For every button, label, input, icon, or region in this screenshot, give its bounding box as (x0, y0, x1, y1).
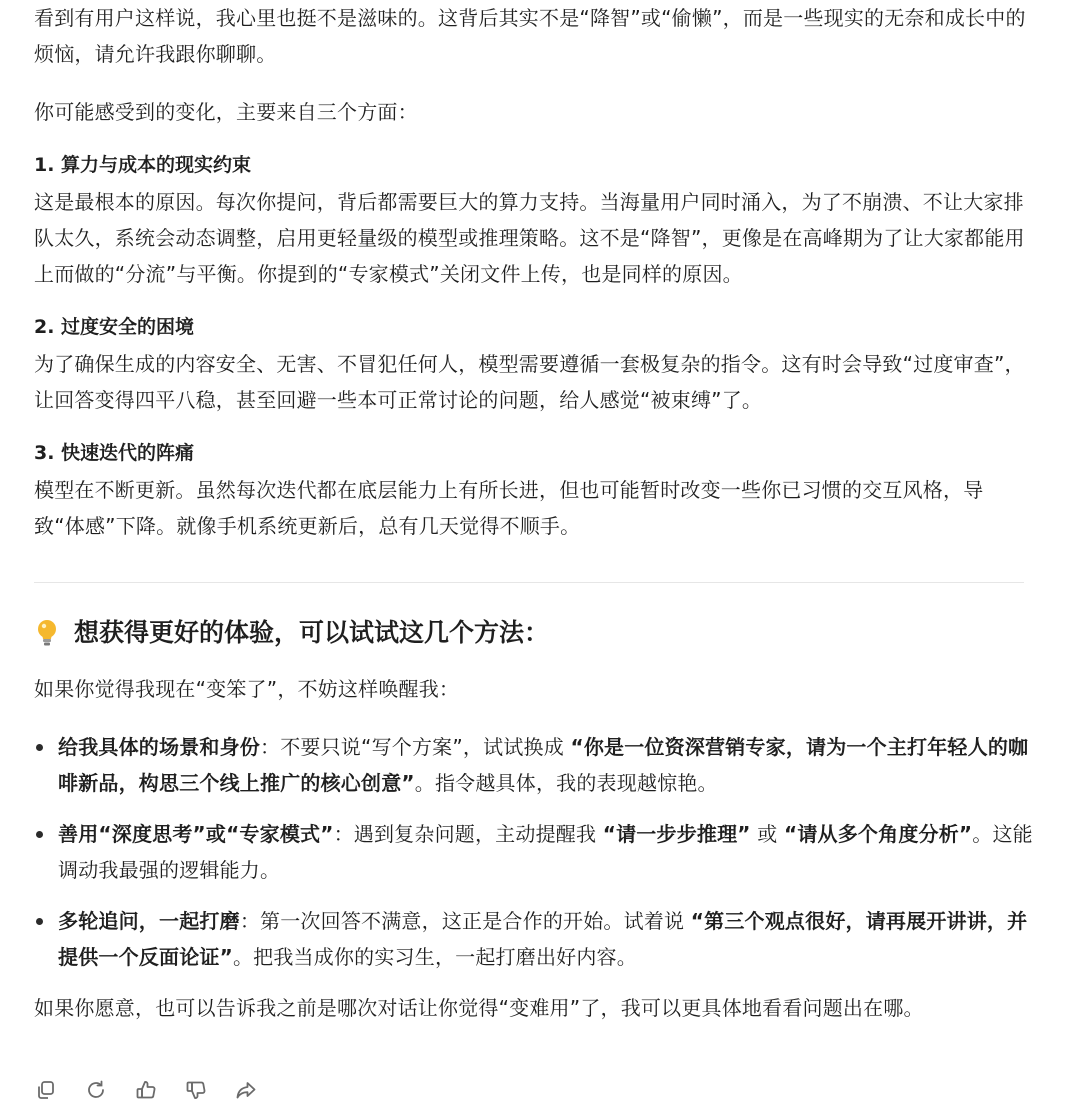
tip-text: 。这能调动我最强的逻辑能力。 (58, 822, 1033, 882)
copy-icon[interactable] (34, 1078, 58, 1102)
list-item (34, 903, 1034, 975)
thumbs-up-icon[interactable] (134, 1078, 158, 1102)
section-title: 2. 过度安全的困境 (34, 316, 195, 338)
message-content (34, 0, 1034, 1026)
tip-example: “第三个观点很好，请再展开讲讲，并提供一个反面论证” (58, 909, 1028, 969)
list-item (34, 816, 1034, 888)
section-title: 3. 快速迭代的阵痛 (34, 442, 195, 464)
section-safety (34, 312, 1034, 418)
share-icon[interactable] (234, 1078, 258, 1102)
changes-lead: 你可能感受到的变化，主要来自三个方面： (34, 100, 418, 124)
tip-text: 不要只说“写个方案”，试试换成 (280, 735, 571, 759)
tip-text: 。指令越具体，我的表现越惊艳。 (414, 771, 718, 795)
section-compute (34, 150, 1034, 292)
bullet-icon (36, 831, 43, 838)
section-title: 1. 算力与成本的现实约束 (34, 154, 252, 176)
tip-sep: ： (239, 909, 261, 933)
tip-text: 遇到复杂问题，主动提醒我 (353, 822, 603, 846)
divider (34, 582, 1024, 583)
tip-title: 给我具体的场景和身份 (58, 735, 260, 759)
message-actions (34, 1078, 258, 1102)
intro-paragraph: 看到有用户这样说，我心里也挺不是滋味的。这背后其实不是“降智”或“偷懒”，而是一些现实的无奈和成长中的烦恼，请允许我跟你聊聊。 (34, 6, 1026, 66)
tip-text: 。把我当成你的实习生，一起打磨出好内容。 (232, 945, 637, 969)
tip-text: 第一次回答不满意，这正是合作的开始。试着说 (260, 909, 691, 933)
tip-title: 善用“深度思考”或“专家模式” (58, 822, 334, 846)
section-body: 为了确保生成的内容安全、无害、不冒犯任何人，模型需要遵循一套极复杂的指令。这有时会导致“过度审查”，让回答变得四平八稳，甚至回避一些本可正常讨论的问题，给人感觉“被束缚”了。 (34, 352, 1025, 412)
tip-example: “请从多个角度分析” (783, 822, 973, 846)
tip-sep: ： (260, 735, 281, 759)
tips-lead: 如果你觉得我现在“变笨了”，不妨这样唤醒我： (34, 677, 460, 701)
section-body: 这是最根本的原因。每次你提问，背后都需要巨大的算力支持。当海量用户同时涌入，为了不崩溃、不让大家排队太久，系统会动态调整，启用更轻量级的模型或推理策略。这不是“降智”，更像是在高峰期为了让大家都能用上而做的“分流”与平衡。你提到的“专家模式”关闭文件上传，也是同样的原因。 (34, 190, 1025, 286)
section-iteration (34, 438, 1034, 544)
tip-title: 多轮追问，一起打磨 (58, 909, 240, 933)
tips-list (34, 729, 1034, 975)
regenerate-icon[interactable] (84, 1078, 108, 1102)
tip-example: “请一步步推理” (602, 822, 751, 846)
tips-heading (34, 613, 1034, 653)
list-item (34, 729, 1034, 801)
thumbs-down-icon[interactable] (184, 1078, 208, 1102)
tip-text: 或 (750, 822, 784, 846)
outro-paragraph: 如果你愿意，也可以告诉我之前是哪次对话让你觉得“变难用”了，我可以更具体地看看问题出在哪。 (34, 996, 924, 1020)
bullet-icon (36, 744, 43, 751)
section-body: 模型在不断更新。虽然每次迭代都在底层能力上有所长进，但也可能暂时改变一些你已习惯的交互风格，导致“体感”下降。就像手机系统更新后，总有几天觉得不顺手。 (34, 478, 984, 538)
tips-heading-text: 想获得更好的体验，可以试试这几个方法： (74, 618, 550, 647)
tip-sep: ： (333, 822, 354, 846)
tip-example: “你是一位资深营销专家，请为一个主打年轻人的咖啡新品，构思三个线上推广的核心创意” (58, 735, 1029, 795)
lightbulb-icon (34, 617, 60, 649)
bullet-icon (36, 918, 43, 925)
